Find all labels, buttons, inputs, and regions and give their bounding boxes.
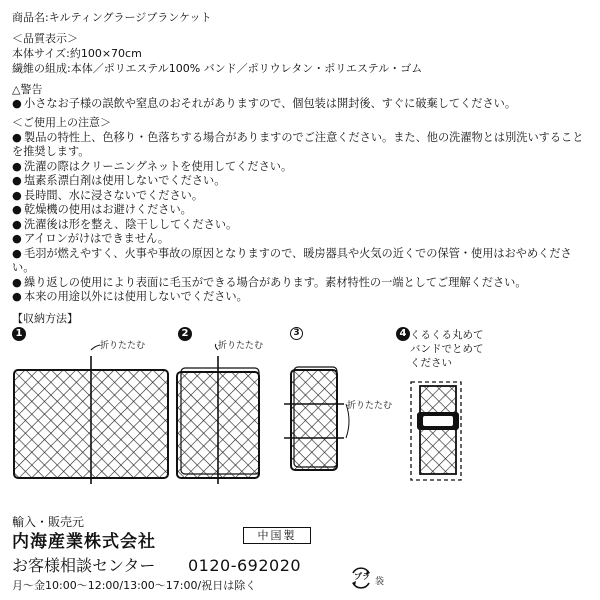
recycle-plastic-icon: [348, 567, 374, 589]
step-1-blanket: [14, 345, 168, 484]
bullet-icon: ●: [12, 203, 22, 216]
usage-item: ● 製品の特性上、色移り・色落ちする場合がありますのでご注意ください。また、他の洗濯物とは別洗いすることを推奨します。: [12, 131, 584, 158]
bullet-icon: ●: [12, 232, 22, 245]
usage-item: ● 洗濯後は形を整え、陰干ししてください。: [12, 218, 238, 231]
bullet-icon: ●: [12, 174, 22, 187]
recycle-mark-text: プラ: [354, 572, 370, 581]
bullet-icon: ●: [12, 276, 22, 289]
support-label: お客様相談センター: [12, 556, 156, 575]
phone-number: 0120-692020: [188, 556, 302, 575]
made-in-label: 中国製: [243, 527, 311, 544]
bullet-icon: ●: [12, 97, 22, 110]
step-4-blanket: [411, 382, 461, 480]
recycle-word: 袋: [375, 577, 385, 587]
usage-item: ● 乾燥機の使用はお避けください。: [12, 203, 192, 216]
warning-item: ● 小さなお子様の誤飲や窒息のおそれがありますので、個包装は開封後、すぐに破棄してください。: [12, 97, 517, 110]
step-3-blanket: [284, 367, 349, 470]
step-4-label: くるくる丸めて バンドでとめて ください: [410, 329, 484, 369]
bullet-icon: ●: [12, 290, 22, 303]
bullet-icon: ●: [12, 218, 22, 231]
bullet-icon: ●: [12, 247, 22, 260]
quality-heading: ＜品質表示＞: [12, 32, 78, 45]
storage-heading: 【収納方法】: [12, 312, 78, 325]
usage-item: ● 長時間、水に浸さないでください。: [12, 189, 204, 202]
usage-item: ● アイロンがけはできません。: [12, 232, 170, 245]
usage-item: ● 繰り返しの使用により表面に毛玉ができる場合があります。素材特性の一端としてご理解ください。: [12, 276, 527, 289]
step-1-label: 折りたたむ: [100, 341, 146, 351]
step-4-number: 4: [396, 327, 410, 341]
bullet-icon: ●: [12, 160, 22, 173]
bullet-icon: ●: [12, 189, 22, 202]
usage-item: ● 毛羽が燃えやすく、火事や事故の原因となりますので、暖房器具や火気の近くでの保管・使用はおやめください。: [12, 247, 572, 274]
fiber-line: 繊維の組成:本体／ポリエステル100% バンド／ポリウレタン・ポリエステル・ゴム: [12, 62, 423, 75]
step-1-number: 1: [12, 327, 26, 341]
importer-label: 輸入・販売元: [12, 515, 85, 529]
product-name: 商品名:キルティングラージブランケット: [12, 11, 212, 24]
bullet-icon: ●: [12, 131, 22, 144]
size-line: 本体サイズ:約100×70cm: [12, 47, 142, 60]
step-3-label: 折りたたむ: [347, 401, 393, 411]
usage-item: ● 塩素系漂白剤は使用しないでください。: [12, 174, 226, 187]
step-3-number: 3: [290, 327, 303, 340]
step-2-number: 2: [178, 327, 192, 341]
usage-item: ● 洗濯の際はクリーニングネットを使用してください。: [12, 160, 293, 173]
step-2-blanket: [177, 344, 259, 484]
warning-heading: △警告: [12, 83, 43, 96]
usage-heading: ＜ご使用上の注意＞: [12, 116, 111, 129]
company-name: 内海産業株式会社: [12, 532, 156, 552]
hours: 月〜金10:00〜12:00/13:00〜17:00/祝日は除く: [12, 579, 257, 592]
usage-item: ● 本来の用途以外には使用しないでください。: [12, 290, 248, 303]
step-2-label: 折りたたむ: [218, 341, 264, 351]
